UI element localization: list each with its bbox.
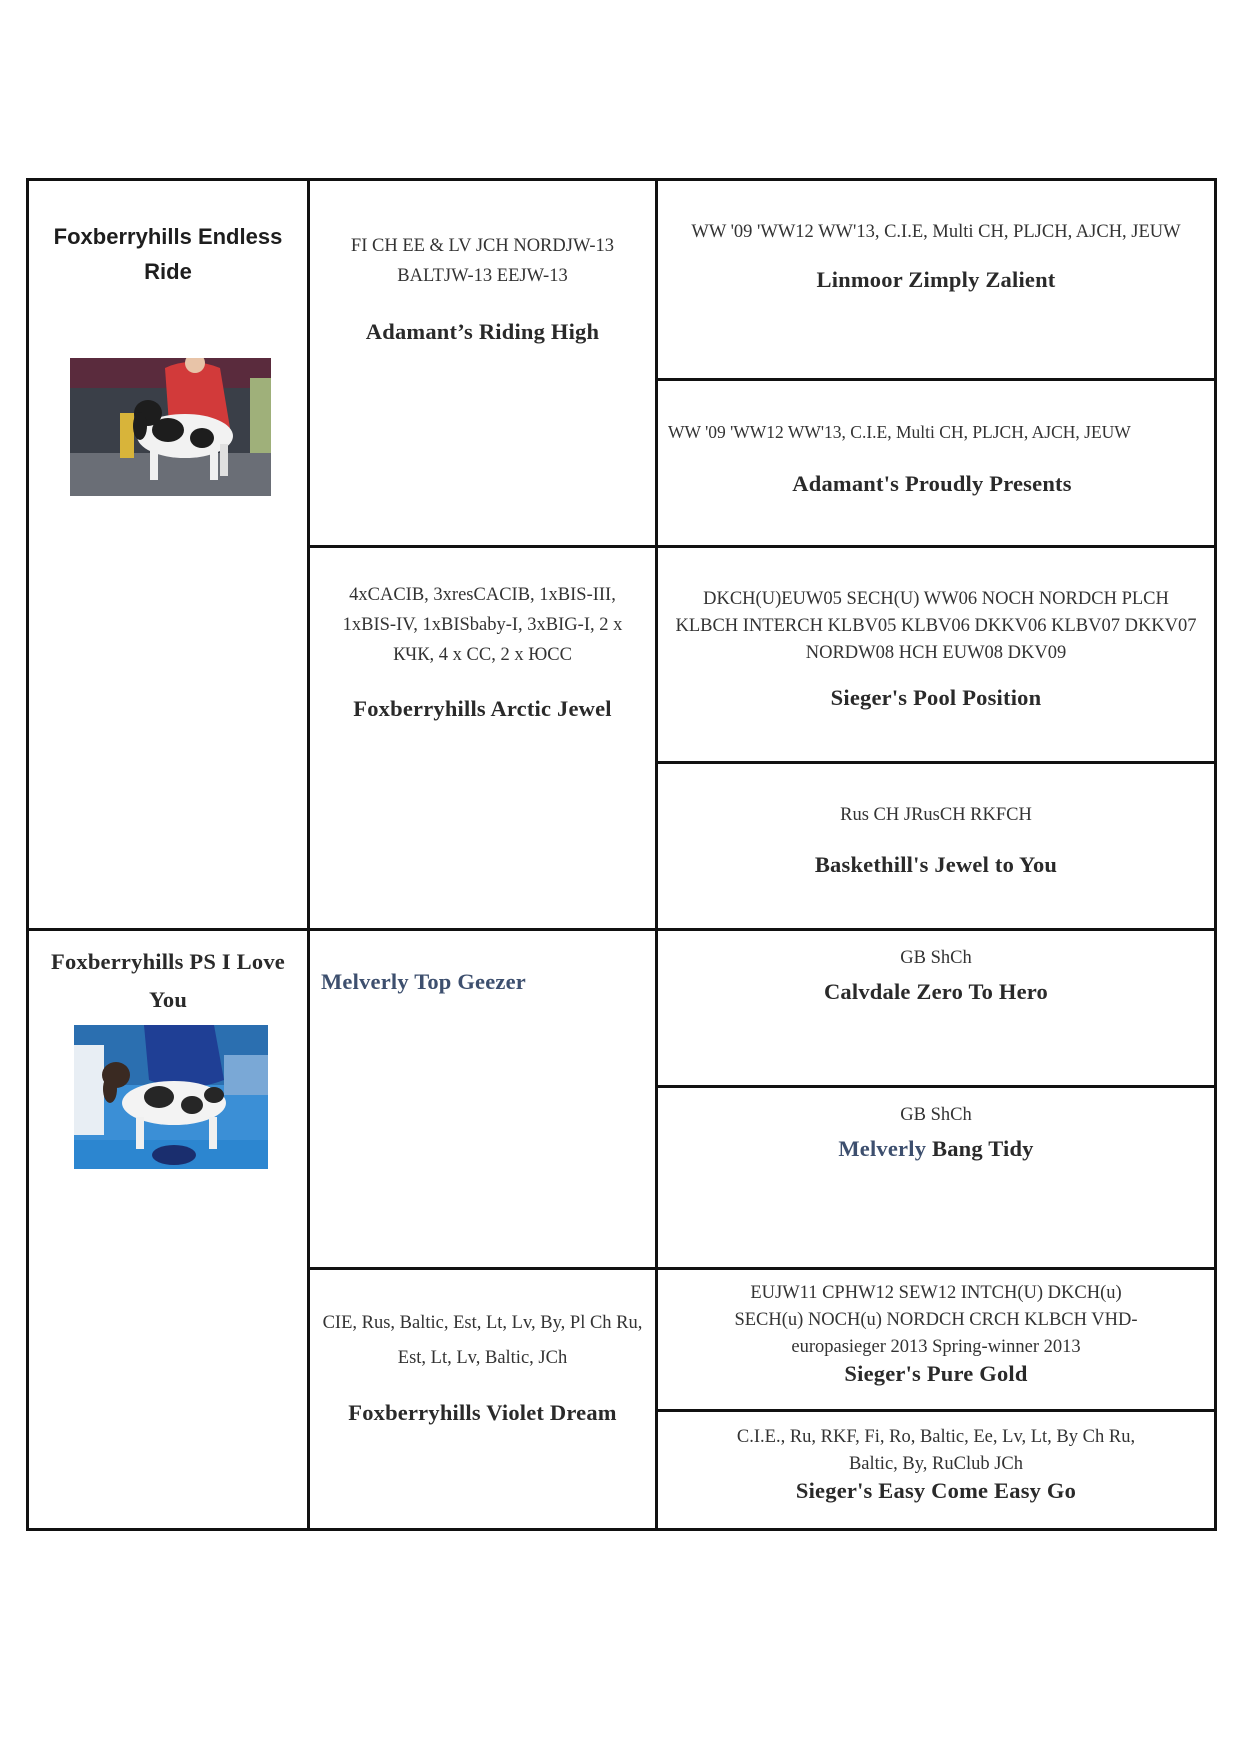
great-grandparent-cell-2 [655,378,1217,548]
grandparent-cell-dam-1 [307,545,658,931]
dog-name-group [658,1136,1214,1162]
dog-name: Foxberryhills Arctic Jewel [353,696,612,721]
dog-titles: Rus CH JRusCH RKFCH [840,805,1032,825]
great-grandparent-cell-1 [655,178,1217,381]
dog-name: Sieger's Easy Come Easy Go [795,1478,1077,1503]
dog-titles: GB ShCh [900,948,972,968]
dog-titles: DKCH(U)EUW05 SECH(U) WW06 NOCH NORDCH PLCH KLBCH INTERCH KLBV05 KLBV06 DKKV06 KLBV07 DKKV07 NORDW08 HCH EUW08 DKV09 [675,589,1197,663]
dog-titles: CIE, Rus, Baltic, Est, Lt, Lv, By, Pl Ch Ru, Est, Lt, Lv, Baltic, JCh [322,1313,643,1368]
pedigree-table [26,178,1217,1531]
dog-name-rest: Bang Tidy [926,1136,1034,1161]
dog-name: Melverly Top Geezer [321,969,526,994]
dog-name: Adamant's Proudly Presents [792,471,1072,496]
grandparent-cell-sire-2 [307,928,658,1270]
dog-titles: WW '09 'WW12 WW'13, C.I.E, Multi CH, PLJCH, AJCH, JEUW [691,222,1181,242]
dog-name: Sieger's Pure Gold [844,1361,1028,1386]
dog-show-photo-icon [74,1025,268,1169]
grandparent-cell-sire-1 [307,178,658,548]
great-grandparent-cell-3 [655,545,1217,764]
dog-name: Calvdale Zero To Hero [823,979,1048,1004]
dog-titles: FI CH EE & LV JCH NORDJW-13 BALTJW-13 EEJW-13 [350,236,615,286]
dog-titles: C.I.E., Ru, RKF, Fi, Ro, Baltic, Ee, Lv, Lt, By Ch Ru, Baltic, By, RuClub JCh [736,1427,1136,1474]
dog-name-kennel: Melverly [838,1136,927,1161]
great-grandparent-cell-4 [655,761,1217,931]
dog-titles: WW '09 'WW12 WW'13, C.I.E, Multi CH, PLJCH, AJCH, JEUW [668,422,1131,442]
dog-name: Linmoor Zimply Zalient [816,267,1056,292]
dog-show-photo-icon [70,358,271,496]
parent-cell-2 [26,928,310,1531]
dog-name: Adamant’s Riding High [365,319,600,344]
dog-titles: GB ShCh [900,1105,972,1125]
dog-titles: 4xCACIB, 3xresCACIB, 1xBIS-III, 1xBIS-IV, 1xBISbaby-I, 3xBIG-I, 2 x КЧК, 4 x CC, 2 x ЮСС [342,585,623,665]
dog-name: Baskethill's Jewel to You [814,852,1058,877]
great-grandparent-cell-8 [655,1409,1217,1531]
great-grandparent-cell-5 [655,928,1217,1088]
dog-name: Foxberryhills Violet Dream [348,1400,617,1425]
great-grandparent-cell-7 [655,1267,1217,1412]
grandparent-cell-dam-2 [307,1267,658,1531]
parent-name: Foxberryhills Endless Ride [53,224,283,284]
dog-name: Sieger's Pool Position [830,685,1042,710]
great-grandparent-cell-6 [655,1085,1217,1270]
dog-titles: EUJW11 CPHW12 SEW12 INTCH(U) DKCH(u) SECH(u) NOCH(u) NORDCH CRCH KLBCH VHD-europasieger 2013 Spring-winner 2013 [734,1283,1138,1357]
parent-cell-1 [26,178,310,931]
parent-name: Foxberryhills PS I Love You [51,949,285,1012]
